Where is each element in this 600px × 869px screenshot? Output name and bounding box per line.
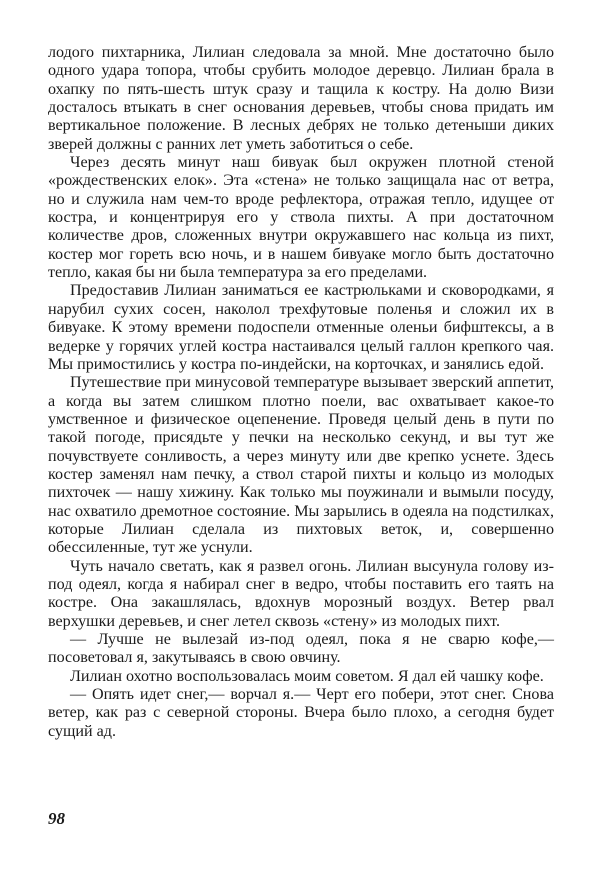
- page-body: [48, 44, 554, 741]
- dialogue-paragraph: — Опять идет снег,— ворчал я.— Черт его побери, этот снег. Снова ветер, как раз с северной стороны. Вчера было плохо, а сегодня будет сущий ад.: [48, 686, 554, 740]
- paragraph-continued: лодого пихтарника, Лилиан следовала за мной. Мне достаточно было одного удара топора, чтобы срубить молодое деревцо. Лилиан брала в охапку по пять-шесть штук сразу и тащила к костру. На долю Визи досталось втыкать в снег основания деревьев, чтобы снова придать им вертикальное положение. В лесных дебрях не только детеныши диких зверей должны с ранних лет уметь заботиться о себе.: [48, 44, 554, 153]
- paragraph: Чуть начало светать, как я развел огонь. Лилиан высунула голову из-под одеял, когда я набирал снег в ведро, чтобы поставить его таять на костре. Она закашлялась, вдохнув морозный воздух. Ветер рвал верхушки деревьев, и снег летел сквозь «стену» из молодых пихт.: [48, 557, 554, 630]
- paragraph: Через десять минут наш бивуак был окружен плотной стеной «рождественских елок». Эта «стена» не только защищала нас от ветра, но и служила нам чем-то вроде рефлектора, отражая тепло, идущее от костра, и концентрируя его у ствола пихты. А при достаточном количестве дров, сложенных внутри окружавшего нас кольца из пихт, костер мог гореть всю ночь, и в нашем бивуаке могло быть достаточно тепло, какая бы ни была температура за его пределами.: [48, 154, 554, 282]
- paragraph: Путешествие при минусовой температуре вызывает зверский аппетит, а когда вы затем слишком плотно поели, вас охватывает какое-то умственное и физическое оцепенение. Проведя целый день в пути по такой погоде, присядьте у печки на несколько секунд, и вы тут же почувствуете сонливость, а через минуту или две крепко уснете. Здесь костер заменял нам печку, а ствол старой пихты и кольцо из молодых пихточек — нашу хижину. Как только мы поужинали и вымыли посуду, нас охватило дремотное состояние. Мы зарылись в одеяла на подстилках, которые Лилиан сделала из пихтовых веток, и, совершенно обессиленные, тут же уснули.: [48, 374, 554, 557]
- dialogue-paragraph: — Лучше не вылезай из-под одеял, пока я не сварю кофе,— посоветовал я, закутываясь в свою овчину.: [48, 631, 554, 667]
- page-number: 98: [48, 809, 65, 828]
- paragraph: Лилиан охотно воспользовалась моим советом. Я дал ей чашку кофе.: [70, 667, 544, 685]
- paragraph: Предоставив Лилиан заниматься ее кастрюльками и сковородками, я нарубил сухих сосен, наколол трехфутовые поленья и сложил их в бивуаке. К этому времени подоспели отменные оленьи бифштексы, а в ведерке у горячих углей костра настаивался целый галлон крепкого чая. Мы примостились у костра по-индейски, на корточках, и занялись едой.: [48, 282, 554, 373]
